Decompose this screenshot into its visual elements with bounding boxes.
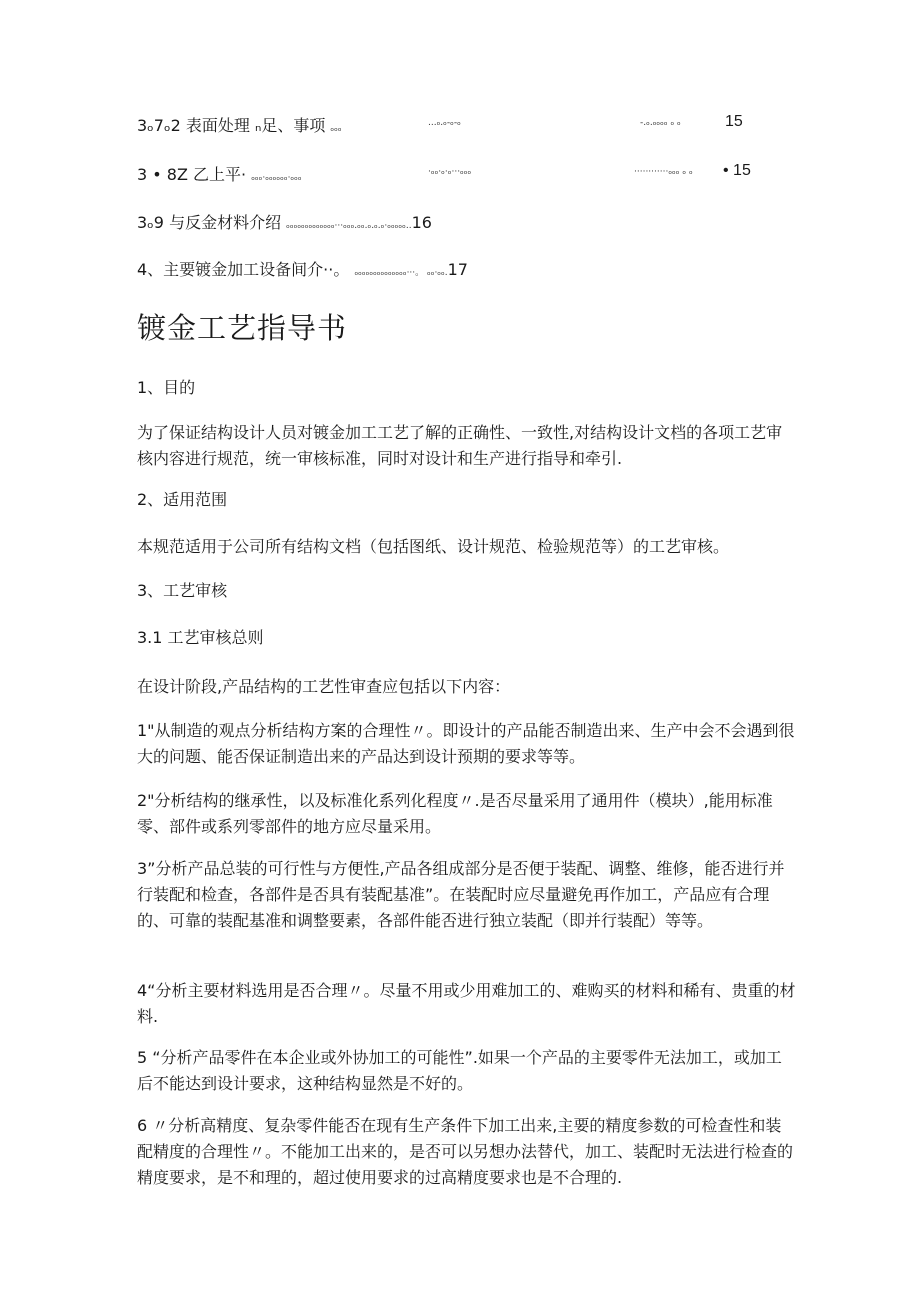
toc-leader: -.ₒ.ₒₒₒₒ ₒ ₒ bbox=[640, 118, 681, 128]
section-heading: 3、工艺审核 bbox=[137, 581, 228, 600]
toc-page-number: • 15 bbox=[723, 162, 751, 179]
document-title: 镀金工艺指导书 bbox=[137, 311, 348, 345]
toc-page-number: 17 bbox=[447, 260, 468, 279]
toc-leader: ₒₒₒ bbox=[330, 124, 342, 134]
subsection-heading: 3.1 工艺审核总则 bbox=[137, 628, 264, 647]
list-item: 2"分析结构的继承性，以及标准化系列化程度〃.是否尽量采用了通用件（模块）,能用标准零、部件或系列零部件的地方应尽量采用。 bbox=[137, 791, 773, 836]
list-item: 6 〃分析高精度、复杂零件能否在现有生产条件下加工出来,主要的精度参数的可检查性和装配精度的合理性〃。不能加工出来的，是否可以另想办法替代，加工、装配时无法进行检查的精度要求，是不和理的，超过使用要求的过高精度要求也是不合理的. bbox=[137, 1116, 794, 1187]
toc-page-number: 15 bbox=[725, 113, 743, 130]
list-item: 3”分析产品总装的可行性与方便性,产品各组成部分是否便于装配、调整、维修，能否进行并行装配和检查，各部件是否具有装配基准”。在装配时应尽量避免再作加工，产品应有合理的、可靠的装配基准和调整要素，各部件能否进行独立装配（即并行装配）等等。 bbox=[137, 859, 785, 930]
list-item: 1"从制造的观点分析结构方案的合理性〃。即设计的产品能否制造出来、生产中会不会遇到很大的问题、能否保证制造出来的产品达到设计预期的要求等等。 bbox=[137, 721, 795, 766]
toc-entry[interactable] bbox=[137, 210, 432, 233]
toc-entry-text: 3ₒ7ₒ2 表面处理 ₙ足、事项 bbox=[137, 116, 326, 135]
toc-entry[interactable] bbox=[137, 162, 302, 185]
toc-leader: ₒₒₒₒₒₒₒₒₒₒₒₒₒₒ···。 ₒₒ·ₒₒ. bbox=[354, 268, 448, 278]
toc-leader: ₒₒₒₒₒₒₒₒₒₒₒₒₒ···ₒₒₒ.ₒₒ.ₒ.ₒ.ₒ·ₒₒₒₒₒ.. bbox=[286, 221, 412, 231]
body-paragraph: 在设计阶段,产品结构的工艺性审查应包括以下内容： bbox=[137, 677, 511, 696]
toc-leader: ·ₒₒ·ₒ·ₒ···ₒₒₒ bbox=[428, 167, 472, 177]
list-item: 4“分析主要材料选用是否合理〃。尽量不用或少用难加工的、难购买的材料和稀有、贵重的材料. bbox=[137, 981, 796, 1026]
toc-page-number: 16 bbox=[411, 213, 432, 232]
body-paragraph: 为了保证结构设计人员对镀金加工工艺了解的正确性、一致性,对结构设计文档的各项工艺审核内容进行规范，统一审核标准，同时对设计和生产进行指导和牵引. bbox=[137, 423, 783, 468]
section-heading: 2、适用范围 bbox=[137, 490, 228, 509]
list-item: 5 “分析产品零件在本企业或外协加工的可能性”.如果一个产品的主要零件无法加工，或加工后不能达到设计要求，这种结构显然是不好的。 bbox=[137, 1048, 782, 1093]
toc-leader: ₒₒₒ·ₒₒₒₒₒₒ·ₒₒₒ bbox=[251, 173, 302, 183]
toc-entry[interactable] bbox=[137, 113, 342, 136]
toc-leader: ············ₒₒₒ ₒ ₒ bbox=[634, 167, 693, 177]
body-paragraph: 本规范适用于公司所有结构文档（包括图纸、设计规范、检验规范等）的工艺审核。 bbox=[137, 537, 730, 556]
toc-entry-text: 4、主要镀金加工设备间介··。 bbox=[137, 260, 350, 279]
section-heading: 1、目的 bbox=[137, 378, 196, 397]
toc-entry-text: 3 • 8Z 乙上平· bbox=[137, 165, 247, 184]
toc-leader: ...ₒ.ₒ-ₒ-ₒ bbox=[428, 118, 461, 128]
toc-entry-text: 3ₒ9 与反金材料介绍 bbox=[137, 213, 282, 232]
toc-entry[interactable] bbox=[137, 257, 468, 280]
